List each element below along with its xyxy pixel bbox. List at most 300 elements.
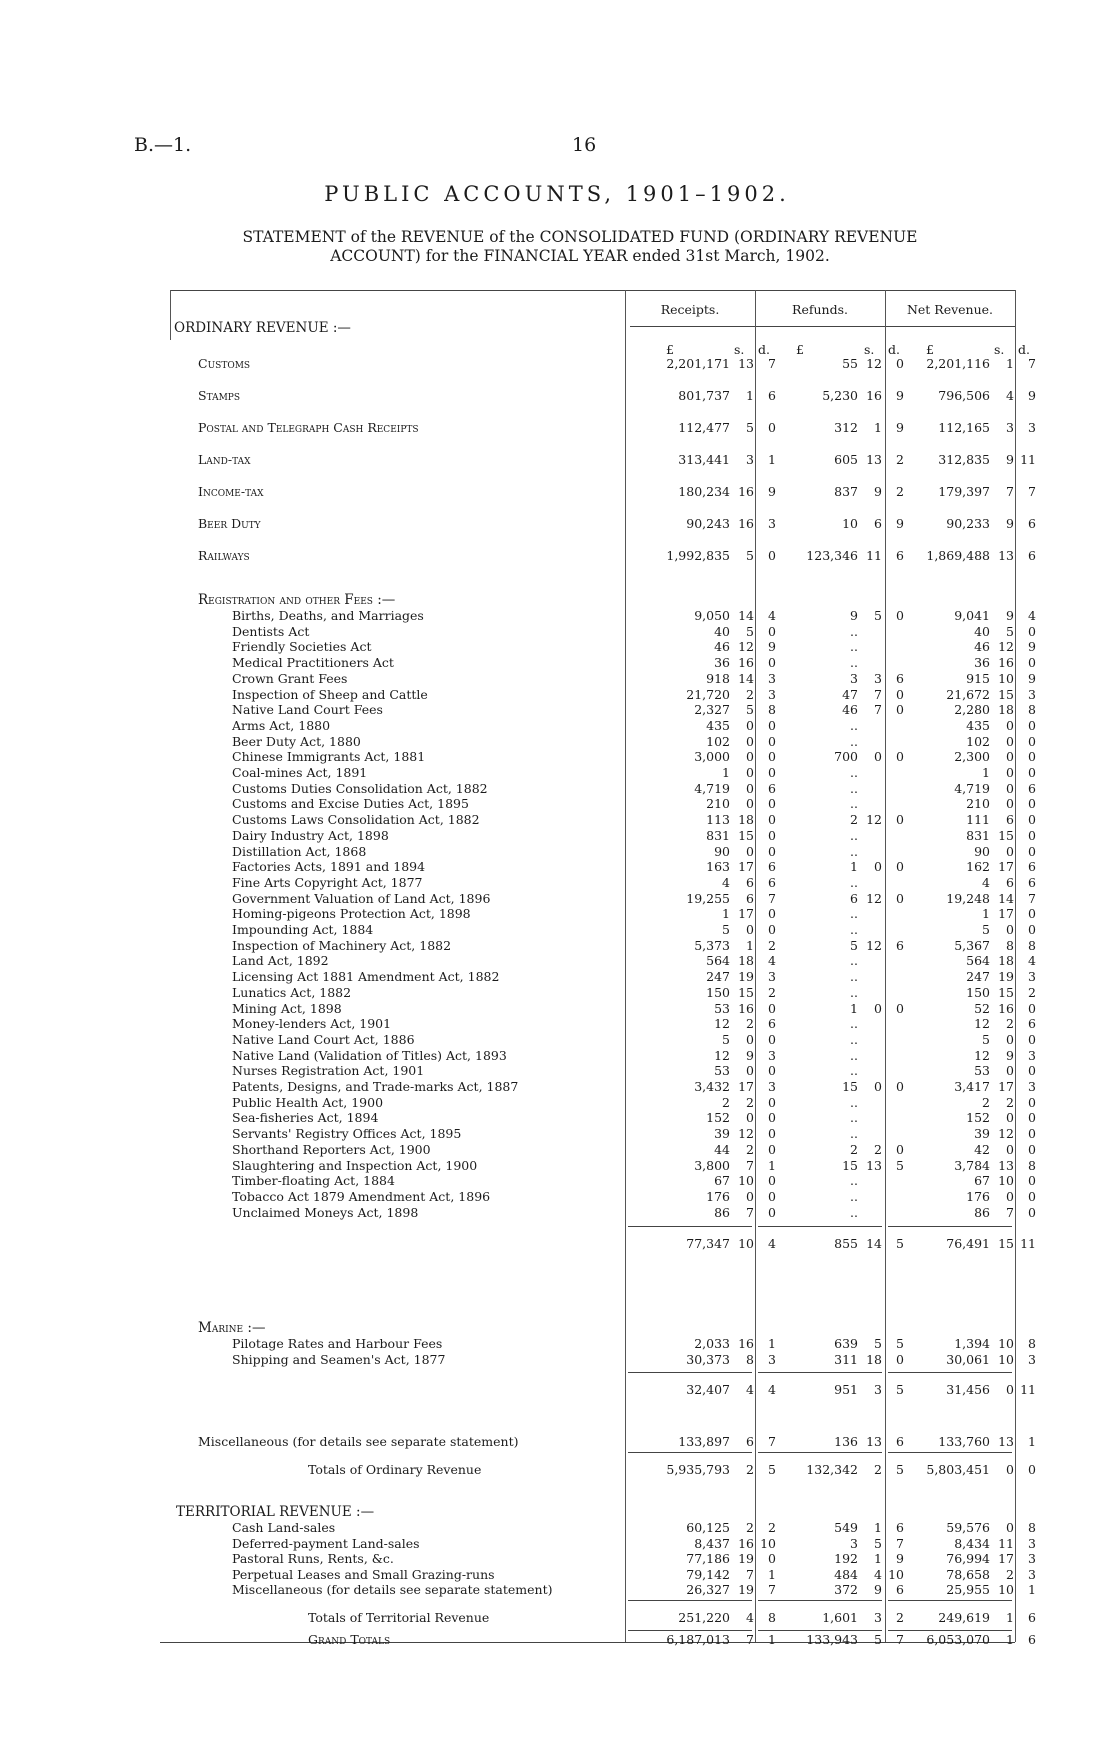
net-revenue-cell-pounds: 2 <box>982 1094 990 1110</box>
refunds-cell-pounds: 951 <box>834 1382 858 1397</box>
refunds-cell-pounds: .. <box>850 1204 858 1220</box>
net-revenue-cell-shillings: 0 <box>1006 780 1014 796</box>
row-label: Customs and Excise Duties Act, 1895 <box>232 796 469 812</box>
ordinary-total-rule-0 <box>628 1452 752 1453</box>
receipts-cell-pounds: 801,737 <box>678 388 730 403</box>
receipts-cell-pounds: 53 <box>714 1000 730 1016</box>
receipts-cell-pence: 4 <box>768 1236 776 1252</box>
receipts-cell-pence: 8 <box>768 1610 776 1625</box>
refunds-cell-pence: 7 <box>896 1632 904 1647</box>
receipts-cell-pounds: 918 <box>706 670 730 686</box>
net-revenue-cell-shillings: 9 <box>1006 452 1014 467</box>
net-revenue-cell-pence: 6 <box>1028 516 1036 531</box>
receipts-cell-shillings: 14 <box>738 670 754 686</box>
receipts-cell-shillings: 0 <box>746 1188 754 1204</box>
receipts-cell-pence: 8 <box>768 702 776 718</box>
receipts-cell-pounds: 1 <box>722 765 730 780</box>
net-revenue-cell-shillings: 15 <box>998 984 1014 1000</box>
receipts-cell-pounds: 210 <box>706 796 730 812</box>
refunds-cell-shillings: 3 <box>874 1382 882 1397</box>
row-label: Beer Duty Act, 1880 <box>232 733 361 749</box>
fee-row <box>170 623 1036 639</box>
grand-total-rule-2 <box>888 1630 1012 1631</box>
refunds-cell-shillings: 9 <box>874 1582 882 1597</box>
fee-row <box>170 890 1036 906</box>
fees-subtotal-rule-1 <box>758 1226 882 1227</box>
receipts-cell-pounds: 53 <box>714 1063 730 1079</box>
fee-row <box>170 796 1036 812</box>
net-revenue-cell-pounds: 36 <box>974 655 990 671</box>
refunds-cell-pence: 0 <box>896 608 904 623</box>
net-revenue-cell-pounds: 78,658 <box>946 1566 990 1582</box>
main-revenue-row <box>170 548 1036 563</box>
net-revenue-cell-shillings: 0 <box>1006 1520 1014 1535</box>
refunds-cell-pounds: .. <box>850 733 858 749</box>
refunds-cell-pounds: 700 <box>834 749 858 765</box>
refunds-cell-pounds: 837 <box>834 484 858 499</box>
receipts-cell-pounds: 86 <box>714 1204 730 1220</box>
receipts-cell-pence: 7 <box>768 1582 776 1597</box>
net-revenue-cell-shillings: 10 <box>998 1582 1014 1597</box>
receipts-cell-shillings: 0 <box>746 796 754 812</box>
receipts-cell-pence: 1 <box>768 452 776 467</box>
registration-fees-heading: Registration and other Fees :— <box>198 592 396 608</box>
refunds-cell-shillings: 0 <box>874 859 882 875</box>
row-label: Fine Arts Copyright Act, 1877 <box>232 874 423 890</box>
main-revenue-row <box>170 516 1036 531</box>
receipts-cell-pounds: 831 <box>706 827 730 843</box>
unit-pence-refunds: d. <box>888 342 900 357</box>
receipts-cell-shillings: 7 <box>746 1157 754 1173</box>
net-revenue-cell-shillings: 16 <box>998 655 1014 671</box>
receipts-cell-shillings: 2 <box>746 1462 754 1477</box>
net-revenue-cell-pounds: 4,719 <box>954 780 990 796</box>
fee-row <box>170 639 1036 655</box>
receipts-cell-pounds: 40 <box>714 623 730 639</box>
net-revenue-cell-shillings: 0 <box>1006 1031 1014 1047</box>
refunds-cell-shillings: 9 <box>874 484 882 499</box>
receipts-cell-pence: 0 <box>768 827 776 843</box>
net-revenue-cell-shillings: 9 <box>1006 516 1014 531</box>
net-revenue-cell-pounds: 796,506 <box>938 388 990 403</box>
receipts-cell-pence: 4 <box>768 608 776 623</box>
receipts-cell-shillings: 16 <box>738 516 754 531</box>
receipts-cell-pence: 1 <box>768 1157 776 1173</box>
refunds-cell-pounds: .. <box>850 1188 858 1204</box>
receipts-cell-shillings: 16 <box>738 1000 754 1016</box>
net-revenue-cell-pounds: 5,803,451 <box>926 1462 990 1477</box>
net-revenue-cell-pence: 6 <box>1028 1632 1036 1647</box>
marine-heading: Marine :— <box>198 1320 266 1336</box>
refunds-cell-shillings: 11 <box>866 548 882 563</box>
fee-row <box>170 1094 1036 1110</box>
receipts-cell-pence: 7 <box>768 356 776 371</box>
refunds-cell-pence: 6 <box>896 1520 904 1535</box>
receipts-cell-pounds: 44 <box>714 1141 730 1157</box>
territorial-row <box>170 1535 1036 1551</box>
receipts-cell-pence: 0 <box>768 765 776 780</box>
net-revenue-cell-pounds: 247 <box>966 969 990 985</box>
receipts-cell-pounds: 77,347 <box>686 1236 730 1252</box>
net-revenue-cell-pence: 4 <box>1028 953 1036 969</box>
fee-row <box>170 686 1036 702</box>
receipts-cell-pounds: 2,327 <box>694 702 730 718</box>
net-revenue-cell-pence: 0 <box>1028 906 1036 922</box>
net-revenue-cell-pence: 0 <box>1028 655 1036 671</box>
net-revenue-cell-pounds: 1 <box>982 906 990 922</box>
row-label: Cash Land-sales <box>232 1520 336 1535</box>
net-revenue-cell-shillings: 13 <box>998 548 1014 563</box>
receipts-cell-pence: 6 <box>768 388 776 403</box>
refunds-cell-shillings: 5 <box>874 1535 882 1551</box>
row-label: Pilotage Rates and Harbour Fees <box>232 1336 443 1351</box>
row-label: Land-tax <box>198 452 251 467</box>
refunds-cell-pounds: 1,601 <box>822 1610 858 1625</box>
net-revenue-cell-pounds: 176 <box>966 1188 990 1204</box>
refunds-cell-pounds: .. <box>850 765 858 780</box>
header-bottom-rule <box>630 326 1015 327</box>
territorial-total-rule-1 <box>758 1600 882 1601</box>
row-label: Totals of Ordinary Revenue <box>308 1462 482 1477</box>
refunds-cell-pence: 0 <box>896 890 904 906</box>
net-revenue-cell-shillings: 10 <box>998 1173 1014 1189</box>
receipts-cell-pounds: 6,187,013 <box>666 1632 730 1647</box>
refunds-cell-pounds: .. <box>850 717 858 733</box>
net-revenue-cell-pence: 9 <box>1028 639 1036 655</box>
fee-row <box>170 1047 1036 1063</box>
receipts-cell-pence: 3 <box>768 1047 776 1063</box>
row-label: Shorthand Reporters Act, 1900 <box>232 1141 431 1157</box>
receipts-cell-shillings: 19 <box>738 969 754 985</box>
receipts-cell-pounds: 26,327 <box>686 1582 730 1597</box>
receipts-cell-shillings: 14 <box>738 608 754 623</box>
unit-pound-refunds: £ <box>796 342 804 357</box>
refunds-cell-pounds: 2 <box>850 812 858 828</box>
net-revenue-cell-shillings: 0 <box>1006 1188 1014 1204</box>
fees-subtotal-rule-2 <box>888 1226 1012 1227</box>
refunds-cell-pence: 0 <box>896 1079 904 1094</box>
refunds-cell-pounds: 639 <box>834 1336 858 1351</box>
receipts-cell-shillings: 13 <box>738 356 754 371</box>
net-revenue-cell-shillings: 2 <box>1006 1016 1014 1032</box>
refunds-cell-pounds: .. <box>850 1094 858 1110</box>
refunds-cell-pounds: 372 <box>834 1582 858 1597</box>
refunds-cell-shillings: 0 <box>874 1000 882 1016</box>
net-revenue-cell-pounds: 2,280 <box>954 702 990 718</box>
refunds-cell-pounds: 132,342 <box>806 1462 858 1477</box>
net-revenue-cell-pounds: 90 <box>974 843 990 859</box>
net-revenue-cell-pounds: 90,233 <box>946 516 990 531</box>
receipts-cell-pence: 0 <box>768 749 776 765</box>
row-label: Licensing Act 1881 Amendment Act, 1882 <box>232 969 500 985</box>
refunds-cell-pence: 2 <box>896 452 904 467</box>
net-revenue-cell-pence: 8 <box>1028 1520 1036 1535</box>
row-label: Miscellaneous (for details see separate statement) <box>198 1434 519 1449</box>
receipts-cell-shillings: 9 <box>746 1047 754 1063</box>
refunds-cell-pence: 7 <box>896 1535 904 1551</box>
net-revenue-cell-shillings: 0 <box>1006 796 1014 812</box>
row-label: Inspection of Machinery Act, 1882 <box>232 937 452 953</box>
refunds-cell-pounds: 15 <box>842 1079 858 1094</box>
net-revenue-cell-pence: 3 <box>1028 686 1036 702</box>
miscellaneous-row <box>170 1434 1036 1449</box>
fee-row <box>170 1157 1036 1173</box>
refunds-cell-shillings: 13 <box>866 1157 882 1173</box>
fee-row <box>170 655 1036 671</box>
receipts-cell-pence: 6 <box>768 1016 776 1032</box>
receipts-cell-pence: 1 <box>768 1336 776 1351</box>
receipts-cell-pounds: 21,720 <box>686 686 730 702</box>
refunds-cell-shillings: 1 <box>874 420 882 435</box>
row-label: Medical Practitioners Act <box>232 655 394 671</box>
fee-row <box>170 749 1036 765</box>
fee-row <box>170 1141 1036 1157</box>
fee-row <box>170 702 1036 718</box>
net-revenue-cell-shillings: 8 <box>1006 937 1014 953</box>
refunds-cell-pence: 2 <box>896 1610 904 1625</box>
main-revenue-row <box>170 420 1036 435</box>
fee-row <box>170 859 1036 875</box>
net-revenue-cell-pence: 9 <box>1028 670 1036 686</box>
receipts-cell-shillings: 6 <box>746 890 754 906</box>
statement-subtitle <box>140 228 1020 266</box>
refunds-cell-pence: 0 <box>896 1141 904 1157</box>
refunds-cell-pounds: 5 <box>850 937 858 953</box>
refunds-cell-pence: 0 <box>896 686 904 702</box>
receipts-cell-pence: 6 <box>768 780 776 796</box>
receipts-cell-pounds: 5 <box>722 1031 730 1047</box>
subtitle-line-2: ACCOUNT) for the FINANCIAL YEAR ended 31st March, 1902. <box>330 247 830 265</box>
receipts-cell-pence: 6 <box>768 874 776 890</box>
unit-shilling-net: s. <box>994 342 1005 357</box>
row-label: Dentists Act <box>232 623 310 639</box>
row-label: Homing-pigeons Protection Act, 1898 <box>232 906 471 922</box>
net-revenue-cell-shillings: 0 <box>1006 765 1014 780</box>
marine-subtotal-rule-1 <box>758 1372 882 1373</box>
receipts-cell-pounds: 4 <box>722 874 730 890</box>
net-revenue-cell-pounds: 9,041 <box>954 608 990 623</box>
refunds-cell-pence: 0 <box>896 1000 904 1016</box>
net-revenue-cell-pence: 6 <box>1028 859 1036 875</box>
refunds-cell-pounds: 10 <box>842 516 858 531</box>
receipts-cell-pence: 0 <box>768 906 776 922</box>
marine-row <box>170 1351 1036 1367</box>
receipts-cell-shillings: 15 <box>738 827 754 843</box>
net-revenue-cell-pence: 7 <box>1028 484 1036 499</box>
fee-row <box>170 780 1036 796</box>
receipts-cell-pounds: 46 <box>714 639 730 655</box>
net-revenue-cell-pence: 6 <box>1028 548 1036 563</box>
row-label: Government Valuation of Land Act, 1896 <box>232 890 491 906</box>
net-revenue-cell-shillings: 15 <box>998 1236 1014 1252</box>
receipts-cell-pence: 0 <box>768 1126 776 1142</box>
net-revenue-cell-pounds: 5 <box>982 922 990 937</box>
net-revenue-cell-shillings: 0 <box>1006 717 1014 733</box>
refunds-cell-pence: 0 <box>896 356 904 371</box>
net-revenue-cell-pence: 0 <box>1028 623 1036 639</box>
net-revenue-cell-pounds: 1,869,488 <box>926 548 990 563</box>
row-label: Crown Grant Fees <box>232 670 348 686</box>
receipts-cell-pounds: 8,437 <box>694 1535 730 1551</box>
territorial-total-row <box>170 1610 1036 1625</box>
net-revenue-cell-pence: 1 <box>1028 1434 1036 1449</box>
net-revenue-cell-pounds: 2,300 <box>954 749 990 765</box>
refunds-cell-pounds: 549 <box>834 1520 858 1535</box>
receipts-cell-shillings: 8 <box>746 1351 754 1367</box>
refunds-cell-pounds: .. <box>850 623 858 639</box>
row-label: Native Land Court Act, 1886 <box>232 1031 415 1047</box>
receipts-cell-pounds: 152 <box>706 1110 730 1126</box>
net-revenue-cell-pounds: 111 <box>966 812 990 828</box>
net-revenue-cell-shillings: 11 <box>998 1535 1014 1551</box>
net-revenue-cell-pounds: 915 <box>966 670 990 686</box>
fee-row <box>170 717 1036 733</box>
receipts-cell-pence: 4 <box>768 1382 776 1397</box>
refunds-cell-pounds: .. <box>850 1063 858 1079</box>
refunds-cell-shillings: 7 <box>874 686 882 702</box>
net-revenue-cell-pence: 9 <box>1028 388 1036 403</box>
refunds-cell-pence: 6 <box>896 548 904 563</box>
receipts-cell-pence: 0 <box>768 1063 776 1079</box>
net-revenue-cell-pence: 3 <box>1028 1047 1036 1063</box>
revenue-table <box>170 290 1036 1647</box>
row-label: Beer Duty <box>198 516 261 531</box>
net-revenue-cell-pence: 0 <box>1028 843 1036 859</box>
net-revenue-cell-pence: 3 <box>1028 1079 1036 1094</box>
receipts-cell-pence: 0 <box>768 1551 776 1566</box>
net-revenue-cell-pence: 8 <box>1028 1336 1036 1351</box>
receipts-cell-shillings: 2 <box>746 1520 754 1535</box>
receipts-cell-pence: 0 <box>768 1141 776 1157</box>
refunds-cell-pounds: .. <box>850 1126 858 1142</box>
net-revenue-cell-pounds: 162 <box>966 859 990 875</box>
receipts-cell-pounds: 5 <box>722 922 730 937</box>
fee-row <box>170 733 1036 749</box>
row-label: Land Act, 1892 <box>232 953 329 969</box>
net-revenue-cell-pounds: 831 <box>966 827 990 843</box>
receipts-cell-pounds: 247 <box>706 969 730 985</box>
receipts-cell-pence: 0 <box>768 717 776 733</box>
receipts-cell-shillings: 17 <box>738 1079 754 1094</box>
unit-shilling-receipts: s. <box>734 342 745 357</box>
refunds-cell-pence: 9 <box>896 388 904 403</box>
net-revenue-cell-pence: 7 <box>1028 356 1036 371</box>
receipts-cell-shillings: 0 <box>746 733 754 749</box>
net-revenue-cell-shillings: 5 <box>1006 623 1014 639</box>
net-revenue-cell-pence: 0 <box>1028 1188 1036 1204</box>
net-revenue-cell-pounds: 30,061 <box>946 1351 990 1367</box>
territorial-row <box>170 1551 1036 1566</box>
territorial-row <box>170 1582 1036 1597</box>
refunds-cell-shillings: 1 <box>874 1520 882 1535</box>
net-revenue-cell-shillings: 0 <box>1006 1063 1014 1079</box>
net-revenue-cell-pence: 3 <box>1028 969 1036 985</box>
receipts-cell-pence: 2 <box>768 1520 776 1535</box>
refunds-cell-pence: 9 <box>896 516 904 531</box>
receipts-cell-shillings: 19 <box>738 1582 754 1597</box>
net-revenue-cell-pounds: 3,417 <box>954 1079 990 1094</box>
refunds-cell-pence: 6 <box>896 1434 904 1449</box>
refunds-cell-pounds: 55 <box>842 356 858 371</box>
net-revenue-cell-pence: 0 <box>1028 827 1036 843</box>
row-label: Factories Acts, 1891 and 1894 <box>232 859 426 875</box>
receipts-cell-pounds: 133,897 <box>678 1434 730 1449</box>
refunds-cell-shillings: 14 <box>866 1236 882 1252</box>
net-revenue-cell-pounds: 76,491 <box>946 1236 990 1252</box>
territorial-row <box>170 1566 1036 1582</box>
ordinary-revenue-heading: ORDINARY REVENUE :— <box>174 320 351 336</box>
row-label: Customs Laws Consolidation Act, 1882 <box>232 812 480 828</box>
marine-subtotal-rule-2 <box>888 1372 1012 1373</box>
refunds-cell-pounds: .. <box>850 843 858 859</box>
fee-row <box>170 827 1036 843</box>
unit-pence-receipts: d. <box>758 342 770 357</box>
net-revenue-cell-shillings: 0 <box>1006 749 1014 765</box>
marine-subtotal-row <box>170 1382 1036 1397</box>
receipts-cell-pence: 3 <box>768 1351 776 1367</box>
receipts-cell-pounds: 60,125 <box>686 1520 730 1535</box>
net-revenue-cell-shillings: 18 <box>998 702 1014 718</box>
receipts-cell-pence: 0 <box>768 922 776 937</box>
net-revenue-cell-pence: 0 <box>1028 717 1036 733</box>
row-label: Servants' Registry Offices Act, 1895 <box>232 1126 462 1142</box>
net-revenue-cell-pounds: 53 <box>974 1063 990 1079</box>
fee-row <box>170 937 1036 953</box>
net-revenue-cell-shillings: 17 <box>998 1551 1014 1566</box>
refunds-cell-pounds: .. <box>850 1110 858 1126</box>
net-revenue-cell-pence: 7 <box>1028 890 1036 906</box>
receipts-cell-shillings: 10 <box>738 1236 754 1252</box>
fee-row <box>170 1079 1036 1094</box>
receipts-cell-pence: 3 <box>768 1079 776 1094</box>
receipts-cell-shillings: 16 <box>738 655 754 671</box>
refunds-cell-pounds: 136 <box>834 1434 858 1449</box>
receipts-cell-pounds: 1 <box>722 906 730 922</box>
receipts-cell-pounds: 435 <box>706 717 730 733</box>
net-revenue-cell-pounds: 435 <box>966 717 990 733</box>
receipts-cell-pence: 3 <box>768 670 776 686</box>
receipts-cell-shillings: 0 <box>746 922 754 937</box>
receipts-cell-shillings: 16 <box>738 1535 754 1551</box>
net-revenue-cell-pounds: 6,053,070 <box>926 1632 990 1647</box>
row-label: Nurses Registration Act, 1901 <box>232 1063 425 1079</box>
net-revenue-cell-pounds: 52 <box>974 1000 990 1016</box>
refunds-cell-pounds: 46 <box>842 702 858 718</box>
net-revenue-cell-pence: 0 <box>1028 1094 1036 1110</box>
territorial-total-rule-2 <box>888 1600 1012 1601</box>
net-revenue-cell-pounds: 12 <box>974 1016 990 1032</box>
row-label: Coal-mines Act, 1891 <box>232 765 368 780</box>
row-label: Railways <box>198 548 250 563</box>
net-revenue-cell-shillings: 13 <box>998 1157 1014 1173</box>
row-label: Perpetual Leases and Small Grazing-runs <box>232 1566 495 1582</box>
main-revenue-row <box>170 452 1036 467</box>
receipts-cell-pounds: 39 <box>714 1126 730 1142</box>
net-revenue-cell-shillings: 0 <box>1006 1110 1014 1126</box>
receipts-cell-pounds: 4,719 <box>694 780 730 796</box>
table-right-rule <box>1015 290 1016 1642</box>
refunds-cell-pounds: .. <box>850 1047 858 1063</box>
refunds-cell-pence: 5 <box>896 1462 904 1477</box>
net-revenue-cell-pounds: 3,784 <box>954 1157 990 1173</box>
fee-row <box>170 1000 1036 1016</box>
net-revenue-cell-pence: 0 <box>1028 733 1036 749</box>
refunds-cell-pence: 5 <box>896 1382 904 1397</box>
net-revenue-cell-pounds: 8,434 <box>954 1535 990 1551</box>
row-label: Native Land (Validation of Titles) Act, 1893 <box>232 1047 507 1063</box>
net-revenue-cell-pence: 0 <box>1028 1000 1036 1016</box>
net-revenue-cell-pounds: 5,367 <box>954 937 990 953</box>
